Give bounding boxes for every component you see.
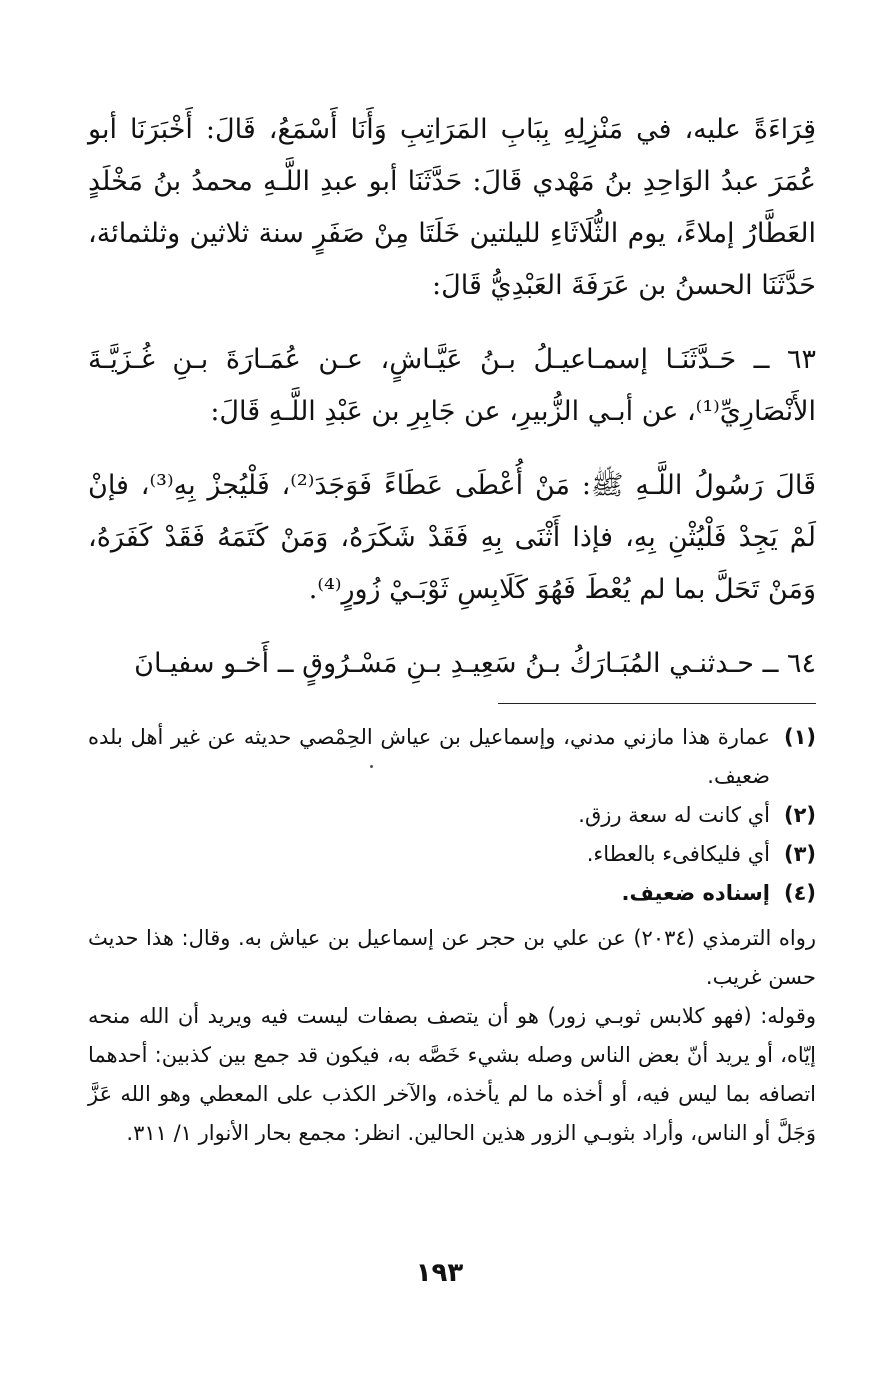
hadith-63-isnad: ٦٣ ــ حَـدَّثَنَـا إسمـاعيـلُ بـنُ عَيَّـاشٍ، عـن عُمَـارَةَ بـنِ غُـزَيَّـةَ الأَنْصَارِيِّ⁽¹⁾، عن أبـي الزُّبيرِ، عن جَابِرِ بن عَبْدِ اللَّـهِ قَالَ: <box>88 344 816 427</box>
footnote-text: إسناده ضعيف. <box>621 881 770 905</box>
main-text <box>88 104 816 690</box>
footnote-2 <box>88 796 816 835</box>
footnotes <box>88 718 816 1153</box>
footnote-separator <box>498 703 816 704</box>
footnote-text: أي فليكافىء بالعطاء. <box>586 842 770 866</box>
commentary-takhrij: رواه الترمذي (٢٠٣٤) عن علي بن حجر عن إسماعيل بن عياش به. وقال: هذا حديث حسن غريب. <box>88 926 816 989</box>
paragraph-isnad: قِرَاءَةً عليه، في مَنْزِلِهِ بِبَابِ المَرَاتِبِ وَأَنَا أَسْمَعُ، قَالَ: أَخْبَرَنَا أبو عُمَرَ عبدُ الوَاحِدِ بنُ مَهْدي قَالَ: حَدَّثَنَا أبو عبدِ اللَّـهِ محمدُ بنُ مَخْلَدٍ العَطَّارُ إملاءً، يوم الثُّلَاثَاءِ لليلتين خَلَتَا مِنْ صَفَرٍ سنة ثلاثين وثلثمائة، حَدَّثَنَا الحسنُ بن عَرَفَةَ العَبْدِيُّ قَالَ: <box>88 114 816 301</box>
footnote-4 <box>88 874 816 913</box>
page-number: ١٩٣ <box>415 1258 464 1288</box>
footnote-number: (٢) <box>783 803 816 827</box>
footnote-3 <box>88 835 816 874</box>
footnote-1 <box>88 718 816 796</box>
hadith-64-start: ٦٤ ــ حـدثنـي المُبَـارَكُ بـنُ سَعِيـدِ بـنِ مَسْـرُوقٍ ــ أَخـو سفيـانَ <box>134 648 816 679</box>
commentary-explanation: وقوله: (فهو كلابس ثوبـي زور) هو أن يتصف بصفات ليست فيه ويريد أن الله منحه إيّاه، أو يريد أنّ بعض الناس وصله بشيء خَصَّه به، فيكون قد جمع بين كذبين: أحدهما اتصافه بما ليس فيه، أو أخذه ما لم يأخذه، والآخر الكذب على المعطي وهو الله عَزَّ وَجَلَّ أو الناس، وأراد بثوبـي الزور هذين الحالين. انظر: مجمع بحار الأنوار ١/ ٣١١. <box>88 1004 816 1145</box>
footnote-text: عمارة هذا مازني مدني، وإسماعيل بن عياش الحِمْصي حديثه عن غير أهل بلده ضعيف. <box>88 725 770 788</box>
footnote-number: (٤) <box>783 881 816 905</box>
commentary <box>88 919 816 1153</box>
footnote-number: (٣) <box>783 842 816 866</box>
footnote-text: أي كانت له سعة رزق. <box>578 803 770 827</box>
hadith-63-matn: قَالَ رَسُولُ اللَّـهِ ﷺ: مَنْ أُعْطَى عَطَاءً فَوَجَدَ⁽²⁾، فَلْيُجزْ بِهِ⁽³⁾، فإنْ لَمْ يَجِدْ فَلْيُثْنِ بِهِ، فإذا أَثْنَى بِهِ فَقَدْ شَكَرَهُ، وَمَنْ كَتَمَهُ فَقَدْ كَفَرَهُ، وَمَنْ تَحَلَّ بما لم يُعْطَ فَهُوَ كَلَابِسِ ثَوْبَـيْ زُورٍ⁽⁴⁾. <box>88 470 817 605</box>
footnote-number: (١) <box>783 725 816 749</box>
